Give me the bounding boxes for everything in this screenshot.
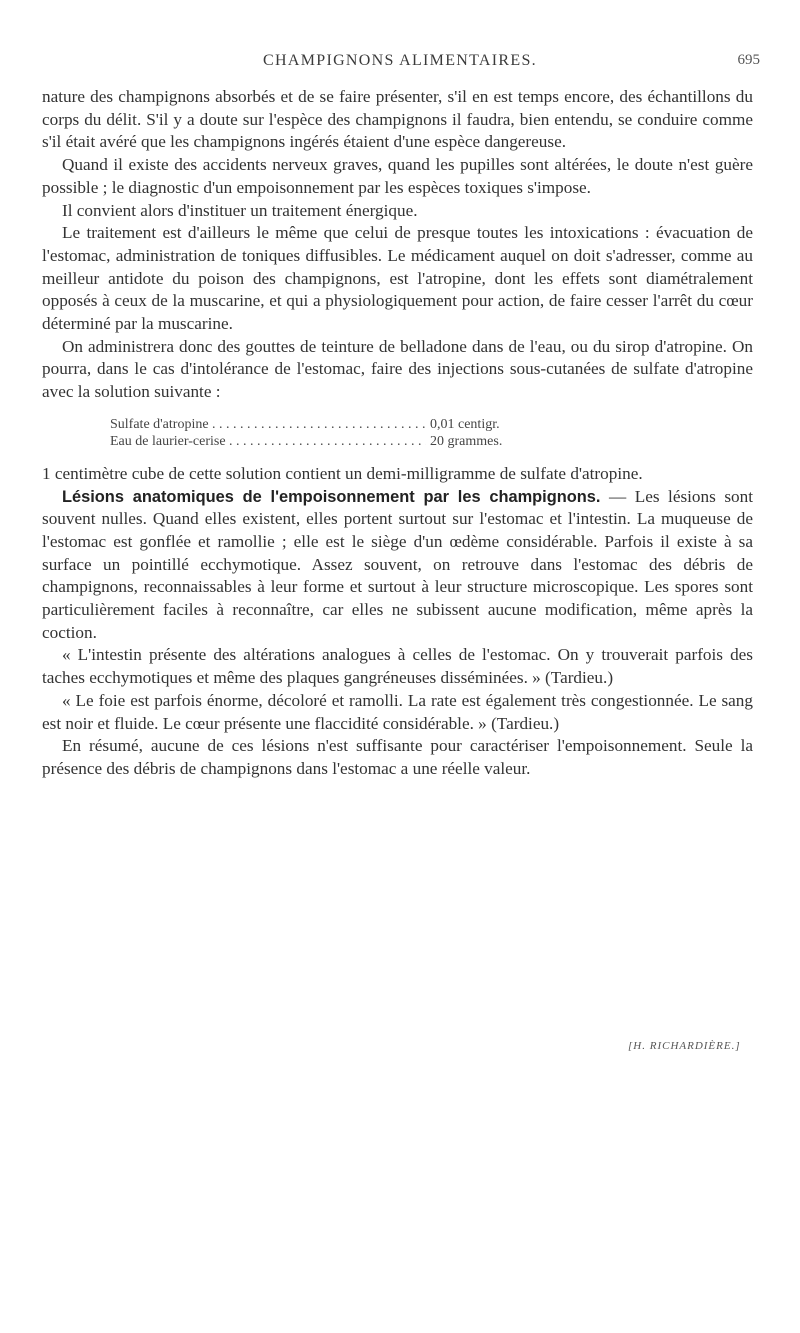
author-credit: [H. RICHARDIÈRE.] xyxy=(628,1040,741,1052)
paragraph: On administrera donc des gouttes de teinture de belladone dans de l'eau, ou du sirop d'atropine. On pourra, dans le cas d'intolérance de l'estomac, faire des injections sous-cutanées de sulfate d'atropine avec la solution suivante : xyxy=(42,336,753,402)
paragraph: nature des champignons absorbés et de se faire présenter, s'il en est temps encore, des échantillons du corps du délit. S'il y a doute sur l'espèce des champignons il faudra, bien entendu, se conduire comme s'il était avéré que les champignons ingérés étaient d'une espèce dangereuse. xyxy=(42,87,753,152)
body-text xyxy=(42,86,753,781)
ingredient-quantity: 20 grammes. xyxy=(430,433,503,449)
paragraph: Il convient alors d'instituer un traitement énergique. xyxy=(62,200,418,220)
paragraph: « L'intestin présente des altérations analogues à celles de l'estomac. On y trouverait parfois des taches ecchymotiques et même des plaques gangréneuses disséminées. » (Tardieu.) xyxy=(42,645,753,688)
paragraph: En résumé, aucune de ces lésions n'est suffisante pour caractériser l'empoisonnement. Seule la présence des débris de champignons dans l'estomac a une réelle valeur. xyxy=(42,736,753,778)
running-title: CHAMPIGNONS ALIMENTAIRES. xyxy=(263,52,537,69)
paragraph: « Le foie est parfois énorme, décoloré et ramolli. La rate est également très congestionnée. Le sang est noir et fluide. Le cœur présente une flaccidité considérable. » (Tardieu.) xyxy=(42,690,753,733)
ingredient-quantity: 0,01 centigr. xyxy=(430,416,500,432)
ingredient-name: Eau de laurier-cerise . . . xyxy=(110,433,426,450)
section-heading: Lésions anatomiques de l'empoisonnement par les champignons. xyxy=(62,487,601,506)
recipe-row xyxy=(110,416,530,433)
paragraph: 1 centimètre cube de cette solution contient un demi-milligramme de sulfate d'atropine. xyxy=(42,463,643,483)
paragraph: Le traitement est d'ailleurs le même que celui de presque toutes les intoxications : évacuation de l'estomac, administration de toniques diffusibles. Le médicament auquel on doit s'adresser, comme au meilleur antidote du poison des champignons, est l'atropine, dont les effets sont diamétralement opposés à ceux de la muscarine, et qui a physiologiquement pour action, de faire cesser l'arrêt du cœur déterminé par la muscarine. xyxy=(42,223,753,334)
section-paragraph xyxy=(42,486,753,645)
section-text: — Les lésions sont souvent nulles. Quand elles existent, elles portent surtout sur l'estomac et l'intestin. La muqueuse de l'estomac est gonflée et ramollie ; elle est le siège d'un œdème considérable. Parfois il existe à sa surface un pointillé ecchymotique. Assez souvent, on retrouve dans l'estomac des débris de champignons, reconnaissables à leur forme et surtout à leur structure microscopique. Les spores sont particulièrement faciles à reconnaître, car elles ne subissent aucune modification, même après la coction. xyxy=(42,486,753,642)
recipe-formula xyxy=(110,416,530,450)
page-number: 695 xyxy=(737,52,760,68)
ingredient-name: Sulfate d'atropine . . . xyxy=(110,416,426,433)
recipe-row xyxy=(110,433,530,450)
paragraph: Quand il existe des accidents nerveux graves, quand les pupilles sont altérées, le doute n'est guère possible ; le diagnostic d'un empoisonnement par les espèces toxiques s'impose. xyxy=(42,155,753,197)
